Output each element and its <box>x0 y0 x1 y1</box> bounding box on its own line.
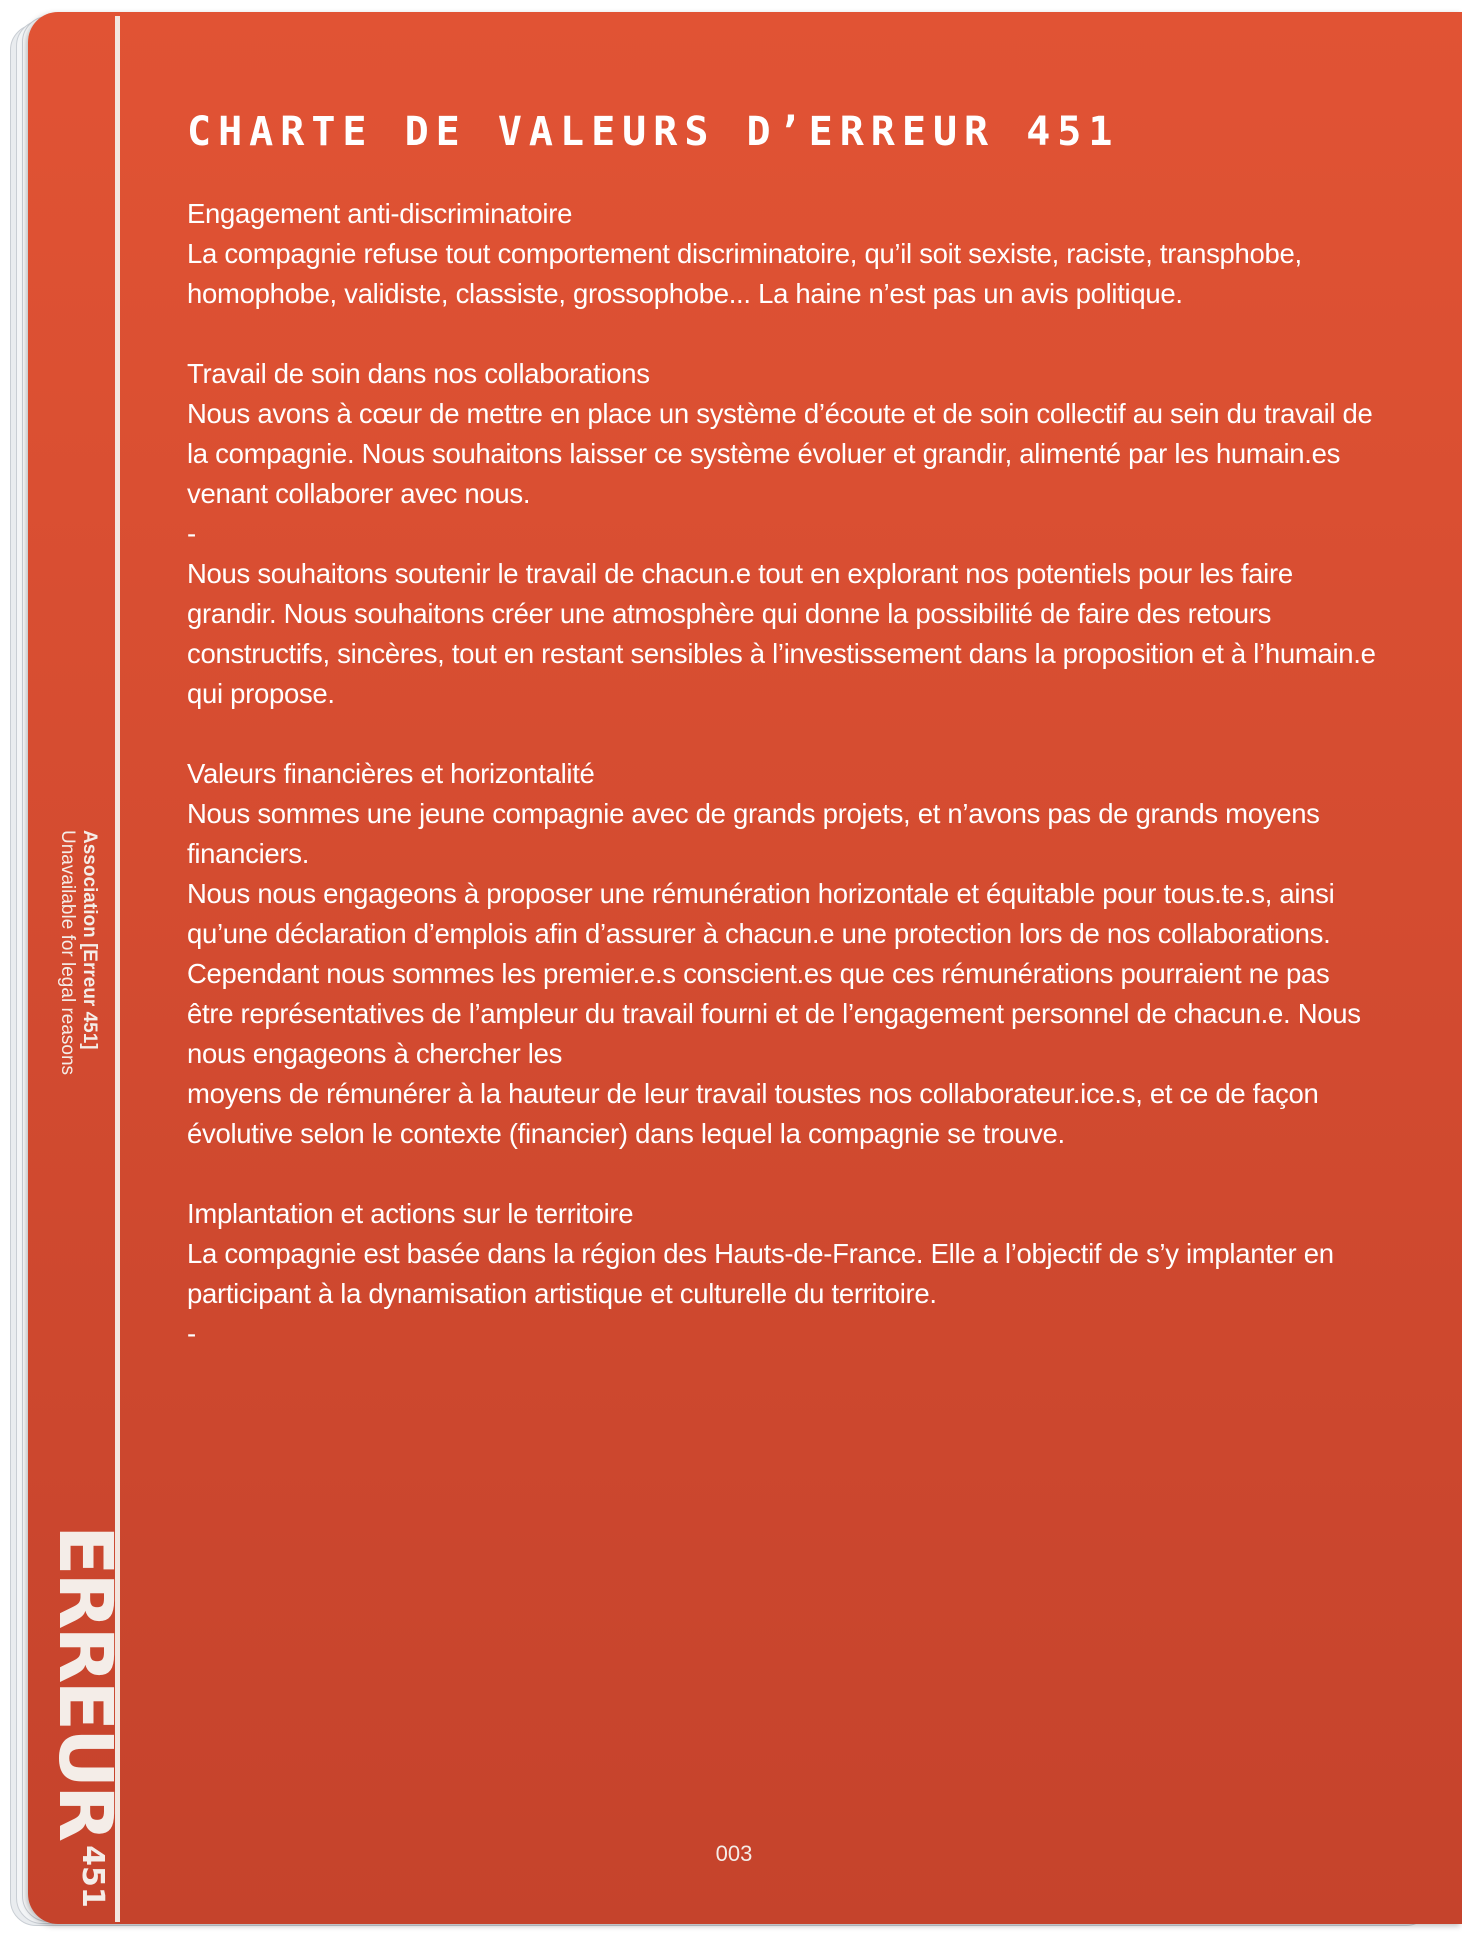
charter-section <box>187 194 1377 314</box>
section-paragraph: La compagnie refuse tout comportement discriminatoire, qu’il soit sexiste, raciste, transphobe, homophobe, validiste, classiste, grossophobe... La haine n’est pas un avis politique. <box>187 238 1302 309</box>
section-heading: Travail de soin dans nos collaborations <box>187 358 650 389</box>
logo-number: 451 <box>75 1845 110 1908</box>
section-heading: Engagement anti-discriminatoire <box>187 198 573 229</box>
logo-word: ERREUR <box>42 1525 128 1840</box>
legal-note: Unavailable for legal reasons <box>57 830 78 1076</box>
section-paragraph: La compagnie est basée dans la région des Hauts-de-France. Elle a l’objectif de s’y implanter en participant à la dynamisation artistique et culturelle du territoire. <box>187 1238 1334 1309</box>
charter-section <box>187 754 1377 1154</box>
charter-content <box>187 194 1377 1394</box>
page-title: CHARTE DE VALEURS D’ERREUR 451 <box>187 109 1120 155</box>
dash-separator: - <box>187 1318 196 1349</box>
erreur-451-logo <box>42 1525 128 1908</box>
section-heading: Valeurs financières et horizontalité <box>187 758 595 789</box>
section-paragraph: Nous nous engageons à proposer une rémunération horizontale et équitable pour tous.te.s, ainsi qu’une déclaration d’emplois afin d’assurer à chacun.e une protection lors de nos collaborations. Cependant nous sommes les premier.e.s conscient.es que ces rémunérations pourraient ne pas être représentatives de l’ampleur du travail fourni et de l’engagement personnel de chacun.e. Nous nous engageons à chercher les <box>187 878 1361 1069</box>
charter-section <box>187 1194 1377 1354</box>
dash-separator: - <box>187 518 196 549</box>
section-heading: Implantation et actions sur le territoire <box>187 1198 634 1229</box>
section-paragraph: Nous souhaitons soutenir le travail de chacun.e tout en explorant nos potentiels pour les faire grandir. Nous souhaitons créer une atmosphère qui donne la possibilité de faire des retours constructifs, sincères, tout en restant sensibles à l’investissement dans la proposition et à l’humain.e qui propose. <box>187 558 1376 709</box>
section-paragraph: Nous avons à cœur de mettre en place un système d’écoute et de soin collectif au sein du travail de la compagnie. Nous souhaitons laisser ce système évoluer et grandir, alimenté par les humain.es venant collaborer avec nous. <box>187 398 1373 509</box>
section-paragraph: moyens de rémunérer à la hauteur de leur travail toustes nos collaborateur.ice.s, et ce de façon évolutive selon le contexte (financier) dans lequel la compagnie se trouve. <box>187 1078 1319 1149</box>
association-label: Association [Erreur 451] <box>79 830 100 1050</box>
section-paragraph: Nous sommes une jeune compagnie avec de grands projets, et n’avons pas de grands moyens financiers. <box>187 798 1320 869</box>
page-number: 003 <box>715 1841 753 1866</box>
charter-section <box>187 354 1377 714</box>
